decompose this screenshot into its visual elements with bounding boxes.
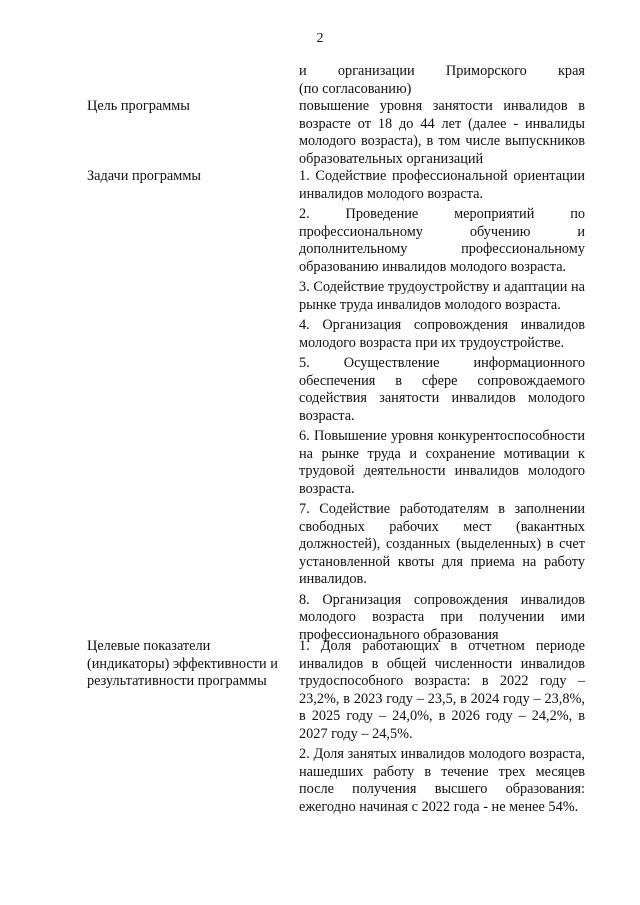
task-item: 1. Содействие профессиональной ориентации инвалидов молодого возраста. [299, 168, 585, 202]
task-item: 6. Повышение уровня конкурентоспособности на рынке труда и сохранение мотивации к трудовой деятельности инвалидов молодого возраста. [299, 428, 585, 497]
task-item: 2. Проведение мероприятий по профессиональному обучению и дополнительному профессиональному образованию инвалидов молодого возраста. [299, 206, 585, 275]
section-content-indicators [299, 638, 585, 816]
section-content-tasks [299, 168, 585, 644]
task-item: 5. Осуществление информационного обеспечения в сфере сопровождаемого содействия занятости инвалидов молодого возраста. [299, 355, 585, 424]
task-item: 7. Содействие работодателям в заполнении свободных рабочих мест (вакантных должностей), созданных (выделенных) в счет установленной квоты для приема на работу инвалидов. [299, 501, 585, 587]
intro-continuation [299, 63, 585, 98]
task-item: 8. Организация сопровождения инвалидов молодого возраста при получении ими профессионального образования [299, 591, 585, 643]
section-label-goal: Цель программы [87, 98, 190, 114]
task-item: 3. Содействие трудоустройству и адаптации на рынке труда инвалидов молодого возраста. [299, 279, 585, 313]
intro-line: и организации Приморского края [299, 63, 585, 79]
goal-paragraph: повышение уровня занятости инвалидов в возрасте от 18 до 44 лет (далее - инвалиды молодого возраста), в том числе выпускников образовательных организаций [299, 98, 585, 167]
indicator-item: 1. Доля работающих в отчетном периоде инвалидов в общей численности инвалидов трудоспособного возраста: в 2022 году – 23,2%, в 2023 году – 23,5, в 2024 году – 23,8%, в 2025 году – 24,0%, в 2026 году – 24,2%, в 2027 году – 24,5%. [299, 638, 585, 742]
intro-line: (по согласованию) [299, 80, 412, 97]
section-label-tasks: Задачи программы [87, 168, 201, 184]
page-number: 2 [316, 31, 324, 46]
indicator-item: 2. Доля занятых инвалидов молодого возраста, нашедших работу в течение трех месяцев после получения высшего образования: ежегодно начиная с 2022 года - не менее 54%. [299, 746, 585, 815]
section-label-indicators: Целевые показатели (индикаторы) эффективности и результативности программы [87, 638, 278, 689]
section-content-goal [299, 98, 585, 168]
task-item: 4. Организация сопровождения инвалидов молодого возраста при их трудоустройстве. [299, 317, 585, 351]
